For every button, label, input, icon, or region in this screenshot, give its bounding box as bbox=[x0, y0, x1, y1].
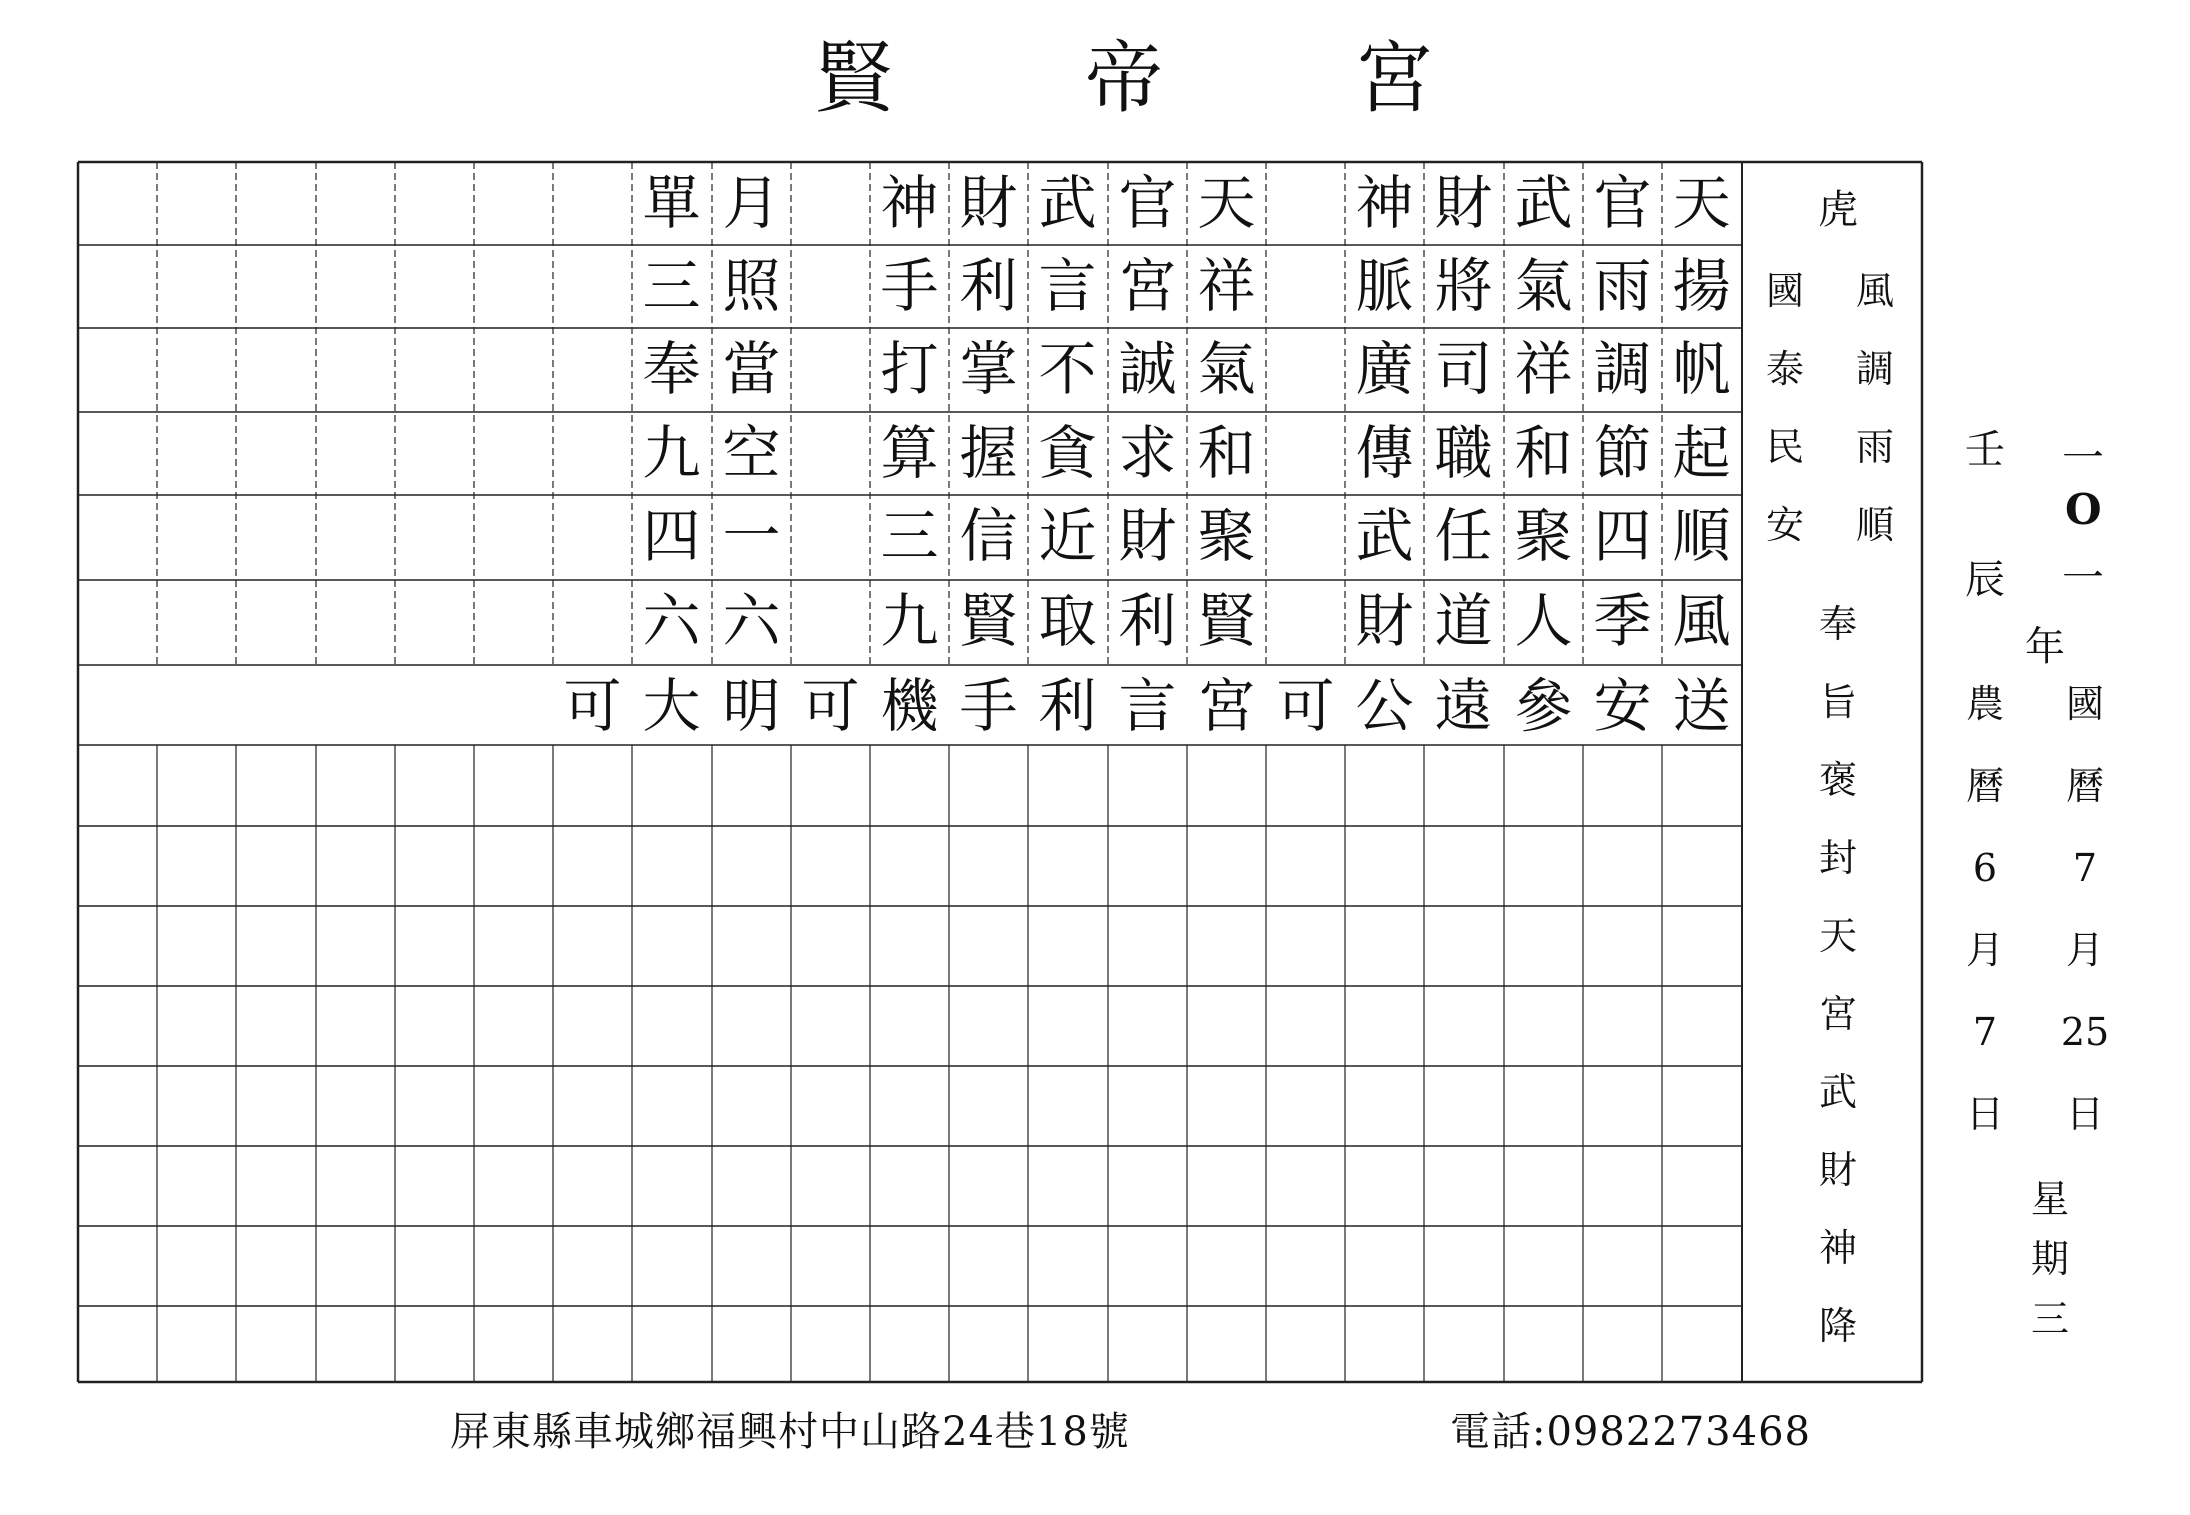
poem-char: 雨 bbox=[1593, 252, 1652, 320]
roc-date-char: 日 bbox=[2065, 1092, 2104, 1136]
poem-char: 財 bbox=[959, 169, 1018, 237]
poem-char: 季 bbox=[1593, 587, 1652, 655]
weekday-char: 三 bbox=[2030, 1297, 2069, 1341]
decree-char: 武 bbox=[1818, 1070, 1857, 1114]
poem-char: 公 bbox=[1355, 672, 1414, 740]
lunar-date-char: 曆 bbox=[1965, 764, 2004, 808]
poem-char: 天 bbox=[1672, 169, 1731, 237]
roc-date bbox=[2050, 682, 2120, 1136]
poem-char: 神 bbox=[880, 169, 939, 237]
decree-char: 褒 bbox=[1818, 758, 1857, 802]
roc-date-char: 月 bbox=[2065, 928, 2104, 972]
title-char: 帝 bbox=[1085, 34, 1164, 124]
poem-char: 安 bbox=[1593, 672, 1652, 740]
poem-char: 順 bbox=[1672, 502, 1731, 570]
poem-char: 奉 bbox=[642, 335, 701, 403]
poem-char: 利 bbox=[959, 252, 1018, 320]
poem-char: 掌 bbox=[959, 335, 1018, 403]
decree-char: 宮 bbox=[1818, 992, 1857, 1036]
poem-char: 風 bbox=[1672, 587, 1731, 655]
poem-char: 九 bbox=[880, 587, 939, 655]
poem-char: 氣 bbox=[1197, 335, 1256, 403]
decree-char: 財 bbox=[1818, 1148, 1857, 1192]
poem-char: 送 bbox=[1672, 672, 1731, 740]
blessing-char: 雨 bbox=[1855, 425, 1894, 469]
poem-char: 三 bbox=[880, 502, 939, 570]
poem-char: 氣 bbox=[1514, 252, 1573, 320]
poem-char: 起 bbox=[1672, 419, 1731, 487]
blessing-top bbox=[1808, 187, 1868, 233]
decree-char: 奉 bbox=[1818, 602, 1857, 646]
poem-char: 空 bbox=[722, 419, 781, 487]
poem-char: 帆 bbox=[1672, 335, 1731, 403]
poem-char: 天 bbox=[1197, 169, 1256, 237]
poem-char: 官 bbox=[1593, 169, 1652, 237]
decree-char: 神 bbox=[1818, 1226, 1857, 1270]
poem-char: 廣 bbox=[1355, 335, 1414, 403]
weekday-char: 星 bbox=[2030, 1177, 2069, 1221]
poem-char: 不 bbox=[1038, 335, 1097, 403]
lunar-date-char: 農 bbox=[1965, 682, 2004, 726]
poem-char: 聚 bbox=[1197, 502, 1256, 570]
blessing-char: 泰 bbox=[1765, 347, 1804, 391]
blessing-char: 風 bbox=[1855, 269, 1894, 313]
title-char: 宮 bbox=[1355, 34, 1434, 124]
poem-char: 可 bbox=[801, 672, 860, 740]
poem-char: 利 bbox=[1118, 587, 1177, 655]
poem-char: 道 bbox=[1434, 587, 1493, 655]
poem-char: 利 bbox=[1038, 672, 1097, 740]
poem-char: 參 bbox=[1514, 672, 1573, 740]
lunar-date-char: 日 bbox=[1965, 1092, 2004, 1136]
poem-char: 遠 bbox=[1434, 672, 1493, 740]
roc-year-char: 一 bbox=[2062, 553, 2105, 602]
roc-date-char: 國 bbox=[2065, 682, 2104, 726]
poem-char: 算 bbox=[880, 419, 939, 487]
poem-char: 祥 bbox=[1514, 335, 1573, 403]
poem-char: 手 bbox=[880, 252, 939, 320]
weekday-char: 期 bbox=[2030, 1237, 2069, 1281]
poem-char: 當 bbox=[722, 335, 781, 403]
decree-char: 降 bbox=[1818, 1304, 1857, 1348]
poem-char: 三 bbox=[642, 252, 701, 320]
roc-date-char: 7 bbox=[2072, 846, 2098, 890]
lunar-date-char: 月 bbox=[1965, 928, 2004, 972]
poem-char: 機 bbox=[880, 672, 939, 740]
poem-char: 大 bbox=[642, 672, 701, 740]
poem-char: 近 bbox=[1038, 502, 1097, 570]
poem-char: 司 bbox=[1434, 335, 1493, 403]
poem-char: 和 bbox=[1514, 419, 1573, 487]
poem-char: 九 bbox=[642, 419, 701, 487]
footer-address: 屏東縣車城鄉福興村中山路24巷18號 bbox=[450, 1409, 1130, 1455]
roc-year-char: O bbox=[2065, 485, 2102, 534]
blessing-char: 調 bbox=[1855, 347, 1894, 391]
decree-char: 天 bbox=[1818, 914, 1857, 958]
poem-char: 打 bbox=[880, 335, 939, 403]
poem-char: 宮 bbox=[1197, 672, 1256, 740]
poem-char: 人 bbox=[1514, 587, 1573, 655]
blessing-char: 虎 bbox=[1818, 187, 1858, 233]
blessing-char: 安 bbox=[1765, 503, 1804, 547]
poem-char: 傳 bbox=[1355, 419, 1414, 487]
poem-char: 握 bbox=[959, 419, 1018, 487]
weekday bbox=[2020, 1177, 2080, 1341]
poem-char: 祥 bbox=[1197, 252, 1256, 320]
poem-char: 神 bbox=[1355, 169, 1414, 237]
poem-char: 財 bbox=[1355, 587, 1414, 655]
poem-char: 揚 bbox=[1672, 252, 1731, 320]
roc-year-char: 年 bbox=[2025, 624, 2065, 670]
poem-char: 照 bbox=[722, 252, 781, 320]
poem-char: 月 bbox=[722, 169, 781, 237]
roc-date-char: 25 bbox=[2060, 1010, 2110, 1054]
poem-char: 單 bbox=[642, 169, 701, 237]
poem-char: 宮 bbox=[1118, 252, 1177, 320]
poem-char: 節 bbox=[1593, 419, 1652, 487]
roc-year-char: 一 bbox=[2062, 433, 2105, 482]
poem-char: 可 bbox=[563, 672, 622, 740]
lunar-year-char: 壬 bbox=[1965, 427, 2005, 473]
lunar-date-char: 6 bbox=[1972, 846, 1998, 890]
lunar-date bbox=[1955, 682, 2015, 1136]
poem-char: 信 bbox=[959, 502, 1018, 570]
poem-char: 聚 bbox=[1514, 502, 1573, 570]
blessing-right-column bbox=[1850, 269, 1900, 547]
poem-char: 言 bbox=[1118, 672, 1177, 740]
poem-char: 調 bbox=[1593, 335, 1652, 403]
poem-char: 一 bbox=[722, 502, 781, 570]
poem-char: 和 bbox=[1197, 419, 1256, 487]
poem-char: 取 bbox=[1038, 587, 1097, 655]
poem-char: 賢 bbox=[959, 587, 1018, 655]
poem-char: 言 bbox=[1038, 252, 1097, 320]
poem-char: 可 bbox=[1276, 672, 1335, 740]
footer-phone: 電話:0982273468 bbox=[1450, 1409, 1811, 1455]
poem-char: 賢 bbox=[1197, 587, 1256, 655]
blessing-char: 民 bbox=[1765, 425, 1804, 469]
blessing-char: 國 bbox=[1765, 269, 1804, 313]
poem-char: 明 bbox=[722, 672, 781, 740]
decree-column bbox=[1808, 602, 1868, 1348]
poem-char: 財 bbox=[1118, 502, 1177, 570]
poem-char: 六 bbox=[642, 587, 701, 655]
lunar-year bbox=[1955, 427, 2015, 603]
poem-char: 任 bbox=[1434, 502, 1493, 570]
decree-char: 旨 bbox=[1818, 680, 1857, 724]
roc-date-char: 曆 bbox=[2065, 764, 2104, 808]
blessing-char: 順 bbox=[1855, 503, 1894, 547]
poem-char: 脈 bbox=[1355, 252, 1414, 320]
lunar-date-char: 7 bbox=[1972, 1010, 1998, 1054]
title-char: 賢 bbox=[815, 34, 894, 124]
poem-char: 求 bbox=[1118, 419, 1177, 487]
poem-char: 四 bbox=[1593, 502, 1652, 570]
poem-char: 誠 bbox=[1118, 335, 1177, 403]
poem-char: 武 bbox=[1038, 169, 1097, 237]
poem-char: 貪 bbox=[1038, 419, 1097, 487]
blessing-left-column bbox=[1760, 269, 1810, 547]
poem-char: 將 bbox=[1434, 252, 1493, 320]
poem-char: 六 bbox=[722, 587, 781, 655]
poem-char: 財 bbox=[1434, 169, 1493, 237]
lunar-year-char: 辰 bbox=[1965, 557, 2005, 603]
poem-char: 手 bbox=[959, 672, 1018, 740]
poem-char: 官 bbox=[1118, 169, 1177, 237]
poem-char: 職 bbox=[1434, 419, 1493, 487]
decree-char: 封 bbox=[1818, 836, 1857, 880]
poem-char: 武 bbox=[1355, 502, 1414, 570]
poem-char: 武 bbox=[1514, 169, 1573, 237]
poem-char: 四 bbox=[642, 502, 701, 570]
